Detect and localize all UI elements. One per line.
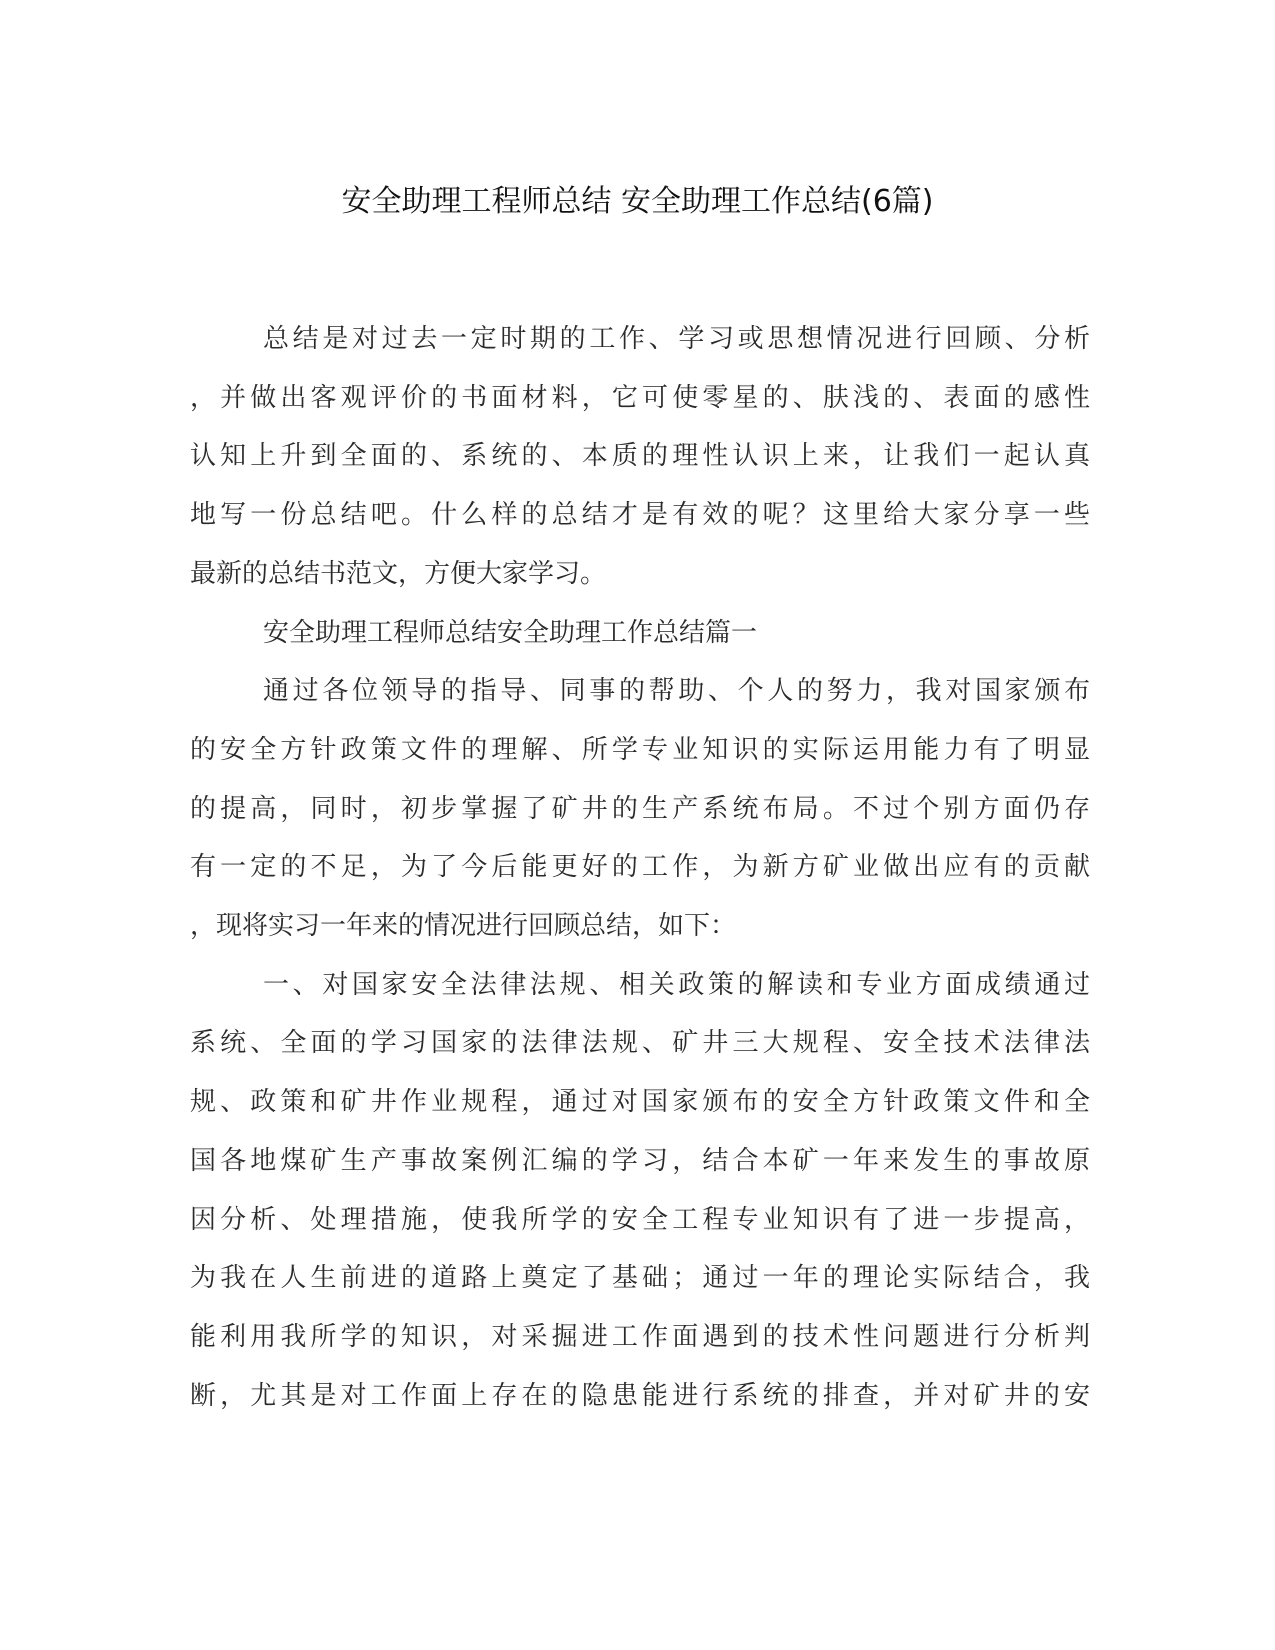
body-text-line: 规、政策和矿井作业规程，通过对国家颁布的安全方针政策文件和全 [190, 1087, 1090, 1118]
body-text-line: 通过各位领导的指导、同事的帮助、个人的努力，我对国家颁布 [263, 676, 1090, 707]
body-text-line: 总结是对过去一定时期的工作、学习或思想情况进行回顾、分析 [263, 324, 1090, 354]
body-text-line: 有一定的不足，为了今后能更好的工作，为新方矿业做出应有的贡献 [190, 852, 1090, 883]
body-text-line: 认知上升到全面的、系统的、本质的理性认识上来，让我们一起认真 [190, 441, 1090, 472]
body-text-line: 地写一份总结吧。什么样的总结才是有效的呢？这里给大家分享一些 [190, 500, 1090, 531]
body-text-line: 的提高，同时，初步掌握了矿井的生产系统布局。不过个别方面仍存 [190, 793, 1090, 824]
body-text-line: 一、对国家安全法律法规、相关政策的解读和专业方面成绩通过 [263, 969, 1090, 1000]
body-text-line: 的安全方针政策文件的理解、所学专业知识的实际运用能力有了明显 [190, 734, 1090, 765]
body-text-line: ，现将实习一年来的情况进行回顾总结，如下： [190, 911, 737, 941]
document-title: 安全助理工程师总结 安全助理工作总结(6篇) [341, 184, 934, 219]
body-text-line: 安全助理工程师总结安全助理工作总结篇一 [263, 617, 758, 648]
body-text-line: 为我在人生前进的道路上奠定了基础；通过一年的理论实际结合，我 [190, 1263, 1090, 1294]
body-text-line: 断，尤其是对工作面上存在的隐患能进行系统的排查，并对矿井的安 [190, 1380, 1090, 1411]
body-text-line: 能利用我所学的知识，对采掘进工作面遇到的技术性问题进行分析判 [190, 1321, 1090, 1352]
body-text-line: 因分析、处理措施，使我所学的安全工程专业知识有了进一步提高， [190, 1204, 1090, 1235]
body-text-line: 最新的总结书范文，方便大家学习。 [190, 558, 607, 589]
body-text-line: 系统、全面的学习国家的法律法规、矿井三大规程、安全技术法律法 [190, 1028, 1090, 1059]
body-text-line: 国各地煤矿生产事故案例汇编的学习，结合本矿一年来发生的事故原 [190, 1145, 1090, 1176]
body-text-line: ，并做出客观评价的书面材料，它可使零星的、肤浅的、表面的感性 [190, 382, 1090, 413]
